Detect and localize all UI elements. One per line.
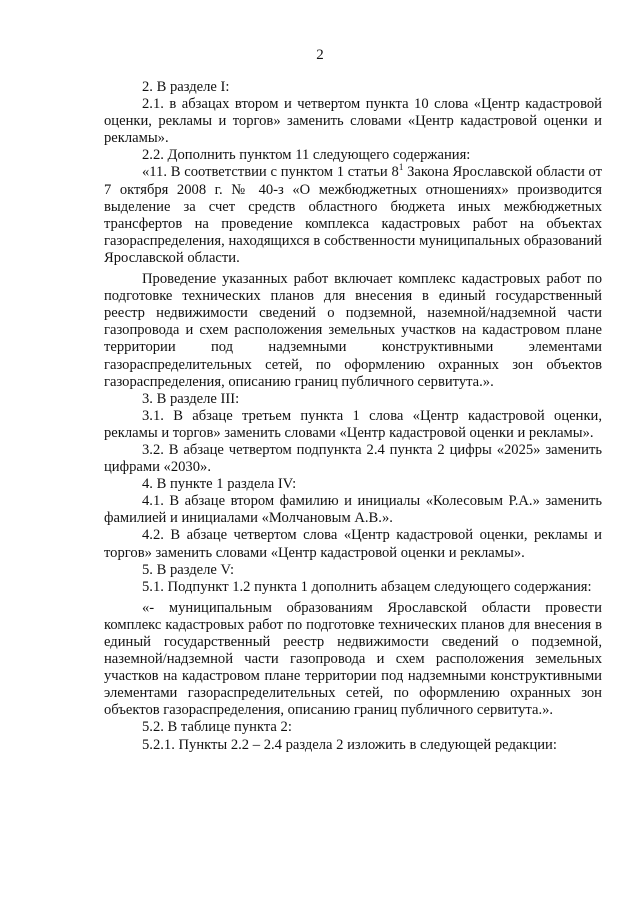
paragraph-item-11 (104, 164, 602, 267)
paragraph-3-2: 3.2. В абзаце четвертом подпункта 2.4 пункта 2 цифры «2025» заменить цифрами «2030». (104, 441, 602, 476)
paragraph-section-4-heading: 4. В пункте 1 раздела IV: (142, 476, 297, 493)
superscript-footnote-mark: 1 (398, 162, 404, 173)
paragraph-section-5-heading: 5. В разделе V: (142, 561, 235, 578)
paragraph-5-2-1: 5.2.1. Пункты 2.2 – 2.4 раздела 2 изложить в следующей редакции: (142, 736, 557, 753)
paragraph-5-1-new-paragraph: «- муниципальным образованиям Ярославской области провести комплекс кадастровых работ по подготовке технических планов для внесения в единый государственный реестр недвижимости сведений о подземной, наземной/надземной части газопровода и схем расположения земельных участков на кадастровом плане территории под надземными конструктивными элементами газораспределительных сетей, по оформлению охранных зон объектов газораспределения, описанию границ публичного сервитута.». (104, 599, 602, 719)
paragraph-4-1: 4.1. В абзаце втором фамилию и инициалы «Колесовым Р.А.» заменить фамилией и инициалами «Молчановым А.В.». (104, 493, 602, 527)
paragraph-3-1: 3.1. В абзаце третьем пункта 1 слова «Центр кадастровой оценки, рекламы и торгов» заменить словами «Центр кадастровой оценки и рекламы». (104, 407, 602, 441)
paragraph-section-1-heading: 2. В разделе I: (142, 79, 230, 95)
item-11-text-end: Закона Ярославской области от 7 октября 2008 г. № 40-з «О межбюджетных отношениях» производится выделение за счет средств областного бюджета иных межбюджетных трансфертов на проведение комплекса кадастровых работ на объектах газораспределения, находящихся в собственности муниципальных образований Ярославской области. (104, 164, 602, 266)
paragraph-5-2: 5.2. В таблице пункта 2: (142, 719, 292, 736)
paragraph-4-2: 4.2. В абзаце четвертом слова «Центр кадастровой оценки, рекламы и торгов» заменить словами «Центр кадастровой оценки и рекламы». (104, 527, 602, 561)
paragraph-5-1: 5.1. Подпункт 1.2 пункта 1 дополнить абзацем следующего содержания: (142, 578, 592, 595)
item-11-text-start: «11. В соответствии с пунктом 1 статьи 8 (142, 164, 399, 181)
document-body (104, 79, 602, 754)
paragraph-section-3-heading: 3. В разделе III: (142, 390, 240, 407)
paragraph-works-description: Проведение указанных работ включает комплекс кадастровых работ по подготовке технических планов для внесения в единый государственный реестр недвижимости сведений о подземной, наземной/надземной части газопровода и схем расположения земельных участков на кадастровом плане территории под надземными конструктивными элементами газораспределительных сетей, по оформлению охранных зон объектов газораспределения, описанию границ публичного сервитута.». (104, 271, 602, 390)
page-number: 2 (316, 47, 324, 63)
paragraph-2-1: 2.1. в абзацах втором и четвертом пункта 10 слова «Центр кадастровой оценки, рекламы и торгов» заменить словами «Центр кадастровой оценки и рекламы». (104, 96, 602, 147)
paragraph-2-2: 2.2. Дополнить пунктом 11 следующего содержания: (142, 147, 471, 164)
